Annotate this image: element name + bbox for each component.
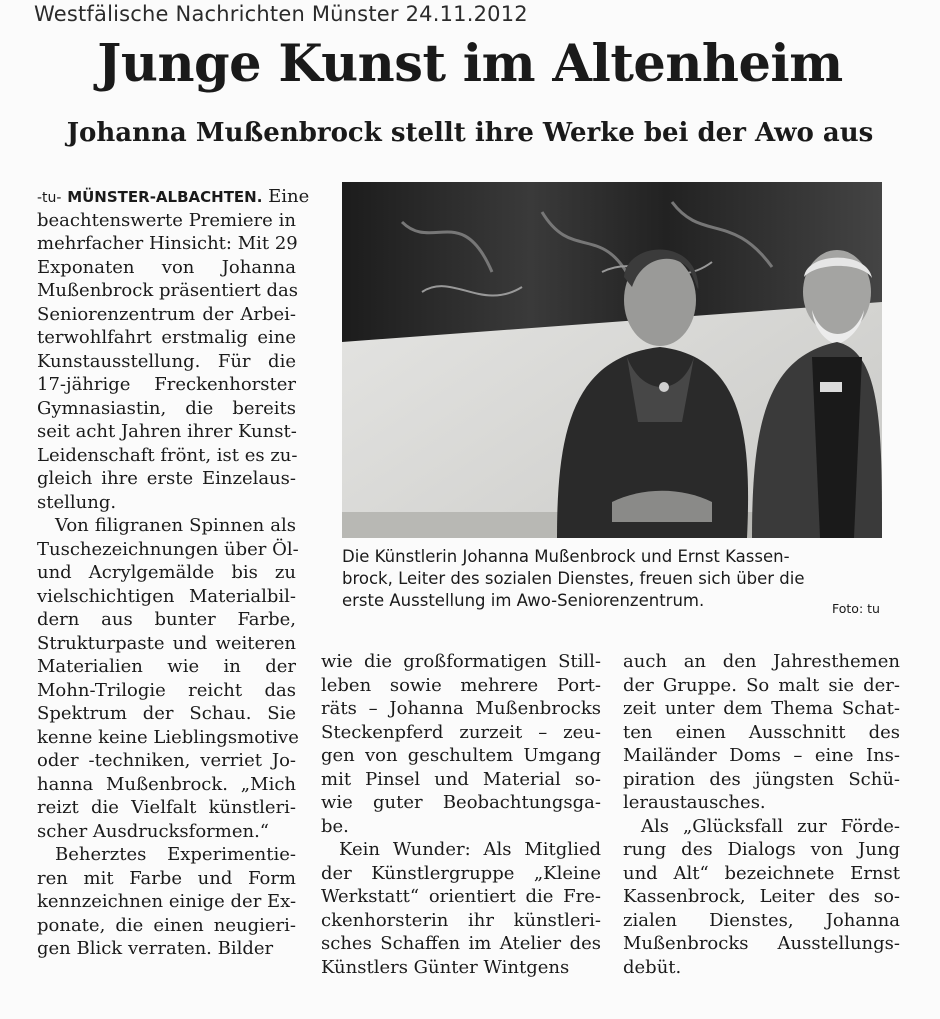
- article-line: Mußenbrock präsentiert das: [37, 280, 298, 301]
- article-line: ckenhorsterin ihr künstleri-: [321, 909, 601, 931]
- photo-credit: Foto: tu: [832, 601, 880, 616]
- article-line: wie guter Beobachtungsga-: [321, 792, 601, 813]
- article-line: ponate, die einen neugieri-: [37, 914, 296, 936]
- article-line: 17-jährige Freckenhorster: [37, 374, 296, 395]
- article-line: kennzeichnen einige der Ex-: [37, 891, 297, 912]
- article-line: Exponaten von Johanna: [37, 256, 296, 278]
- article-line: dern aus bunter Farbe,: [37, 609, 296, 630]
- article-line: gen von geschultem Umgang: [321, 745, 601, 766]
- photo-illustration: [342, 182, 882, 538]
- article-line: der Künstlergruppe „Kleine: [321, 862, 601, 884]
- article-line: Kunstausstellung. Für die: [37, 350, 296, 372]
- caption-line: brock, Leiter des sozialen Dienstes, freuen sich über die: [342, 569, 805, 588]
- article-line: Eine: [262, 186, 310, 207]
- caption-line: erste Ausstellung im Awo-Seniorenzentrum.: [342, 591, 705, 610]
- dateline: MÜNSTER-ALBACHTEN.: [67, 188, 263, 206]
- article-line: Kassenbrock, Leiter des so-: [623, 886, 900, 907]
- article-photo: [342, 182, 882, 538]
- article-line: Strukturpaste und weiteren: [37, 632, 296, 654]
- article-line: Gymnasiastin, die bereits: [37, 397, 296, 419]
- article-line: zialen Dienstes, Johanna: [623, 909, 900, 931]
- article-line: und Acrylgemälde bis zu: [37, 562, 296, 583]
- article-line: auch an den Jahresthemen: [623, 651, 900, 672]
- article-line: Werkstatt“ orientiert die Fre-: [321, 886, 601, 907]
- source-line: Westfälische Nachrichten Münster 24.11.2012: [34, 2, 528, 26]
- article-lead-line: [37, 185, 310, 209]
- article-line: rung des Dialogs von Jung: [623, 839, 900, 860]
- article-line: der Gruppe. So malt sie der-: [623, 674, 900, 696]
- article-line: piration des jüngsten Schü-: [623, 768, 900, 790]
- article-line: stellung.: [37, 491, 117, 513]
- article-line: ren mit Farbe und Form: [37, 867, 296, 889]
- article-line: Von filigranen Spinnen als: [55, 515, 296, 536]
- article-line: mehrfacher Hinsicht: Mit 29: [37, 233, 298, 254]
- article-column-3: [623, 650, 900, 979]
- article-line: vielschichtigen Materialbil-: [37, 585, 296, 607]
- article-line: Mailänder Doms – eine Ins-: [623, 745, 900, 766]
- headline: Junge Kunst im Altenheim: [97, 34, 843, 94]
- article-line: ten einen Ausschnitt des: [623, 721, 900, 743]
- article-line: Mußenbrocks Ausstellungs-: [623, 933, 900, 954]
- article-line: Seniorenzentrum der Arbei-: [37, 303, 296, 325]
- article-line: terwohlfahrt erstmalig eine: [37, 327, 296, 348]
- author-tag: -tu-: [37, 190, 62, 206]
- article-line: räts – Johanna Mußenbrocks: [321, 698, 601, 719]
- photo-caption: [342, 546, 882, 612]
- article-line: mit Pinsel und Material so-: [321, 768, 601, 790]
- article-line: wie die großformatigen Still-: [321, 651, 601, 672]
- article-line: be.: [321, 815, 349, 837]
- subheadline: Johanna Mußenbrock stellt ihre Werke bei der Awo aus: [66, 118, 874, 148]
- article-line: debüt.: [623, 956, 682, 978]
- article-line: Steckenpferd zurzeit – zeu-: [321, 721, 601, 743]
- article-line: scher Ausdrucksformen.“: [37, 820, 270, 842]
- article-line: hanna Mußenbrock. „Mich: [37, 773, 296, 795]
- article-line: gen Blick verraten. Bilder: [37, 938, 274, 959]
- article-line: Mohn-Trilogie reicht das: [37, 679, 296, 701]
- article-line: Leidenschaft frönt, ist es zu-: [37, 444, 298, 466]
- article-line: oder -techniken, verriet Jo-: [37, 750, 296, 771]
- article-line: sches Schaffen im Atelier des: [321, 933, 601, 954]
- article-column-2: [321, 650, 601, 979]
- article-line: leben sowie mehrere Port-: [321, 674, 601, 696]
- article-line: gleich ihre erste Einzelaus-: [37, 468, 296, 489]
- article-line: Beherztes Experimentie-: [55, 844, 296, 865]
- article-line: leraustausches.: [623, 792, 766, 813]
- article-line: seit acht Jahren ihrer Kunst-: [37, 421, 297, 442]
- article-line: reizt die Vielfalt künstleri-: [37, 797, 296, 818]
- caption-line: Die Künstlerin Johanna Mußenbrock und Ernst Kassen-: [342, 547, 790, 566]
- article-line: Kein Wunder: Als Mitglied: [339, 839, 601, 860]
- article-line: Materialien wie in der: [37, 656, 296, 677]
- article-column-1: [37, 185, 310, 961]
- article-line: Spektrum der Schau. Sie: [37, 703, 296, 724]
- article-line: Tuschezeichnungen über Öl-: [37, 538, 299, 560]
- article-line: und Alt“ bezeichnete Ernst: [623, 862, 900, 884]
- article-line: Künstlers Günter Wintgens: [321, 956, 570, 978]
- article-line: zeit unter dem Thema Schat-: [623, 698, 900, 719]
- article-line: kenne keine Lieblingsmotive: [37, 726, 299, 748]
- article-line: beachtenswerte Premiere in: [37, 209, 296, 231]
- article-line: Als „Glücksfall zur Förde-: [641, 815, 900, 837]
